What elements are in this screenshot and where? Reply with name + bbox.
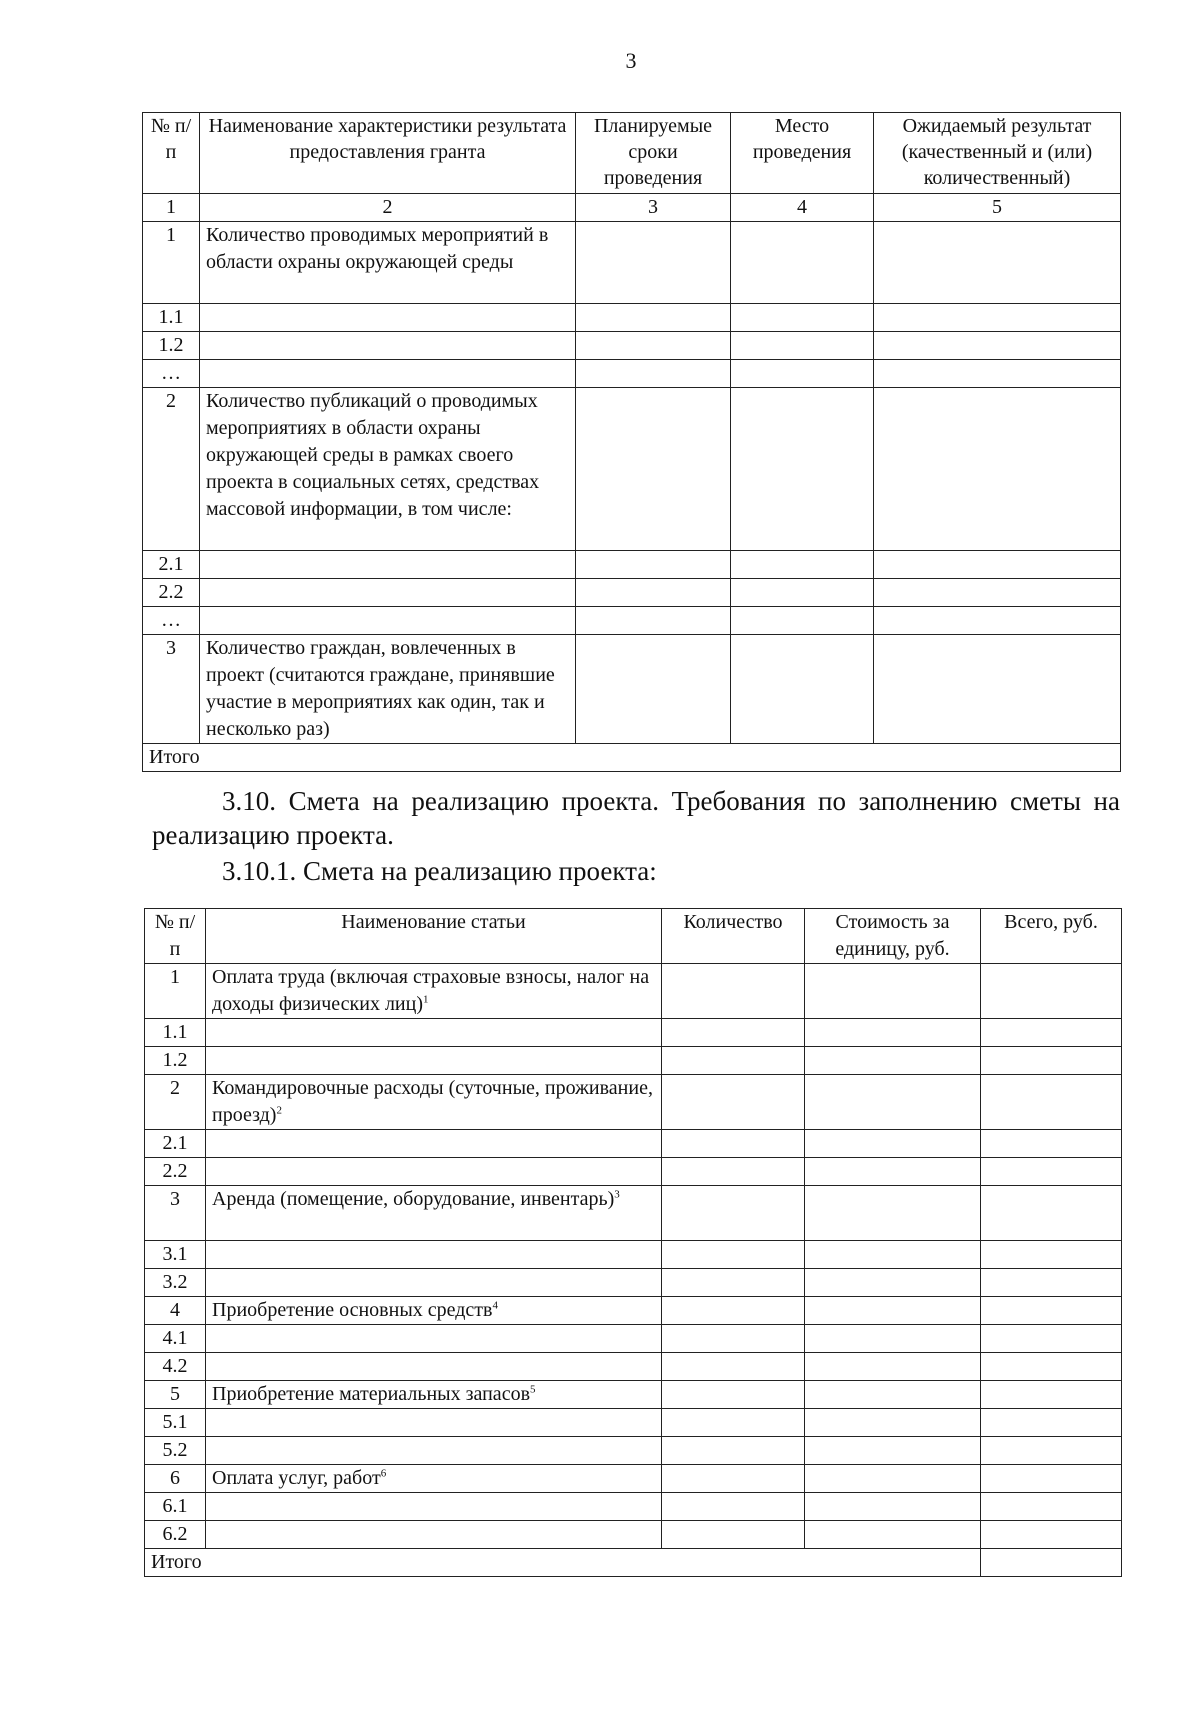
row-name xyxy=(200,332,576,360)
row-name xyxy=(206,1465,662,1493)
row-name xyxy=(200,360,576,388)
row-num: 4 xyxy=(145,1297,206,1325)
row-num: 1 xyxy=(145,964,206,1019)
empty-cell xyxy=(874,222,1121,304)
table-row xyxy=(145,1325,1122,1353)
row-num: 3 xyxy=(145,1186,206,1241)
row-name: Количество публикаций о проводимых мероприятиях в области охраны окружающей среды в рамках своего проекта в социальных сетях, средствах массовой информации, в том числе: xyxy=(200,388,576,551)
empty-cell xyxy=(662,1130,805,1158)
table-row xyxy=(145,1130,1122,1158)
empty-cell xyxy=(805,1381,981,1409)
header-quantity: Количество xyxy=(662,909,805,964)
table-row xyxy=(145,1019,1122,1047)
header-num: № п/п xyxy=(145,909,206,964)
footnote-marker: 3 xyxy=(614,1188,620,1201)
row-name xyxy=(206,1521,662,1549)
total-label: Итого xyxy=(145,1549,981,1577)
table-row xyxy=(145,1409,1122,1437)
footnote-marker: 1 xyxy=(423,993,429,1006)
empty-cell xyxy=(981,1493,1122,1521)
empty-cell xyxy=(981,1158,1122,1186)
empty-cell xyxy=(981,1130,1122,1158)
empty-cell xyxy=(662,1437,805,1465)
empty-cell xyxy=(662,1269,805,1297)
row-num: 1.2 xyxy=(143,332,200,360)
empty-cell xyxy=(805,1186,981,1241)
table-row xyxy=(143,607,1121,635)
footnote-marker: 6 xyxy=(380,1467,387,1480)
row-name xyxy=(200,579,576,607)
total-label: Итого xyxy=(143,744,1121,772)
empty-cell xyxy=(981,964,1122,1019)
empty-cell xyxy=(662,1047,805,1075)
table-row xyxy=(143,579,1121,607)
row-name xyxy=(206,1158,662,1186)
row-name xyxy=(206,1269,662,1297)
empty-cell xyxy=(805,1241,981,1269)
empty-cell xyxy=(981,1353,1122,1381)
header-num: № п/п xyxy=(143,113,200,194)
table-row xyxy=(143,360,1121,388)
empty-cell xyxy=(805,1019,981,1047)
row-name-text: Оплата труда (включая страховые взносы, налог на доходы физических лиц) xyxy=(212,966,650,1015)
empty-cell xyxy=(731,222,874,304)
empty-cell xyxy=(662,1353,805,1381)
empty-cell xyxy=(874,607,1121,635)
table-row xyxy=(143,551,1121,579)
row-name xyxy=(206,1493,662,1521)
empty-cell xyxy=(576,360,731,388)
empty-cell xyxy=(981,1409,1122,1437)
empty-cell xyxy=(981,1297,1122,1325)
empty-cell xyxy=(981,1047,1122,1075)
empty-cell xyxy=(662,1297,805,1325)
row-num: 3.1 xyxy=(145,1241,206,1269)
row-num: 5.2 xyxy=(145,1437,206,1465)
empty-cell xyxy=(805,1493,981,1521)
row-name: Количество граждан, вовлеченных в проект (считаются граждане, принявшие участие в мероприятиях как один, так и несколько раз) xyxy=(200,635,576,744)
row-name xyxy=(200,607,576,635)
empty-cell xyxy=(576,332,731,360)
row-num: 4.1 xyxy=(145,1325,206,1353)
row-num: 2 xyxy=(143,388,200,551)
empty-cell xyxy=(805,1409,981,1437)
row-num: 3.2 xyxy=(145,1269,206,1297)
empty-cell xyxy=(981,1549,1122,1577)
column-number: 4 xyxy=(731,194,874,222)
empty-cell xyxy=(981,1075,1122,1130)
section-3-10-1: 3.10.1. Смета на реализацию проекта: xyxy=(222,856,657,886)
footnote-marker: 5 xyxy=(530,1383,536,1396)
budget-body xyxy=(145,964,1122,1577)
row-name xyxy=(206,1437,662,1465)
table-row xyxy=(143,222,1121,304)
empty-cell xyxy=(805,1325,981,1353)
column-numbers-row xyxy=(143,194,1121,222)
row-name: Количество проводимых мероприятий в области охраны окружающей среды xyxy=(200,222,576,304)
empty-cell xyxy=(981,1269,1122,1297)
table-row xyxy=(145,1465,1122,1493)
empty-cell xyxy=(805,1353,981,1381)
row-num: 2.1 xyxy=(143,551,200,579)
empty-cell xyxy=(662,1075,805,1130)
table-row xyxy=(145,1437,1122,1465)
empty-cell xyxy=(981,1521,1122,1549)
empty-cell xyxy=(662,1409,805,1437)
header-unit-cost: Стоимость за единицу, руб. xyxy=(805,909,981,964)
total-row xyxy=(143,744,1121,772)
row-num: 4.2 xyxy=(145,1353,206,1381)
table-row xyxy=(145,1269,1122,1297)
empty-cell xyxy=(662,1158,805,1186)
table-row xyxy=(145,1297,1122,1325)
row-name xyxy=(206,1075,662,1130)
row-name xyxy=(200,551,576,579)
empty-cell xyxy=(576,304,731,332)
table-row xyxy=(145,1381,1122,1409)
empty-cell xyxy=(662,1381,805,1409)
row-name xyxy=(206,1186,662,1241)
empty-cell xyxy=(805,1130,981,1158)
empty-cell xyxy=(981,1325,1122,1353)
empty-cell xyxy=(805,964,981,1019)
header-characteristic: Наименование характеристики результата предоставления гранта xyxy=(200,113,576,194)
empty-cell xyxy=(662,1325,805,1353)
empty-cell xyxy=(731,607,874,635)
row-name xyxy=(206,964,662,1019)
row-num: … xyxy=(143,607,200,635)
row-name-text: Приобретение основных средств xyxy=(212,1299,493,1321)
row-num: … xyxy=(143,360,200,388)
table-row xyxy=(143,635,1121,744)
row-num: 1.2 xyxy=(145,1047,206,1075)
header-expected-result: Ожидаемый результат (качественный и (или) количественный) xyxy=(874,113,1121,194)
empty-cell xyxy=(874,635,1121,744)
empty-cell xyxy=(874,388,1121,551)
row-name xyxy=(206,1019,662,1047)
table-row xyxy=(145,1075,1122,1130)
column-number: 2 xyxy=(200,194,576,222)
footnote-marker: 2 xyxy=(276,1104,282,1117)
empty-cell xyxy=(874,360,1121,388)
row-num: 1 xyxy=(143,222,200,304)
empty-cell xyxy=(981,1465,1122,1493)
row-num: 6 xyxy=(145,1465,206,1493)
row-name xyxy=(206,1325,662,1353)
empty-cell xyxy=(662,964,805,1019)
empty-cell xyxy=(576,579,731,607)
budget-header-row xyxy=(145,909,1122,964)
row-name xyxy=(206,1130,662,1158)
results-header-row xyxy=(143,113,1121,194)
row-num: 3 xyxy=(143,635,200,744)
empty-cell xyxy=(731,635,874,744)
table-row xyxy=(145,1241,1122,1269)
empty-cell xyxy=(576,388,731,551)
row-name xyxy=(206,1381,662,1409)
empty-cell xyxy=(662,1186,805,1241)
row-num: 5 xyxy=(145,1381,206,1409)
row-num: 6.1 xyxy=(145,1493,206,1521)
empty-cell xyxy=(731,332,874,360)
row-num: 2.2 xyxy=(145,1158,206,1186)
table-row xyxy=(143,332,1121,360)
empty-cell xyxy=(662,1521,805,1549)
empty-cell xyxy=(805,1075,981,1130)
row-name xyxy=(200,304,576,332)
empty-cell xyxy=(731,304,874,332)
empty-cell xyxy=(662,1019,805,1047)
empty-cell xyxy=(805,1297,981,1325)
empty-cell xyxy=(731,551,874,579)
table-row xyxy=(145,1521,1122,1549)
row-name-text: Командировочные расходы (суточные, проживание, проезд) xyxy=(212,1077,653,1126)
row-name xyxy=(206,1409,662,1437)
empty-cell xyxy=(874,332,1121,360)
empty-cell xyxy=(981,1019,1122,1047)
page-number: 3 xyxy=(625,48,637,73)
empty-cell xyxy=(576,607,731,635)
row-name-text: Оплата услуг, работ xyxy=(212,1467,381,1489)
table-row xyxy=(145,1047,1122,1075)
total-row xyxy=(145,1549,1122,1577)
empty-cell xyxy=(805,1269,981,1297)
empty-cell xyxy=(662,1465,805,1493)
footnote-marker: 4 xyxy=(492,1299,498,1312)
empty-cell xyxy=(805,1465,981,1493)
table-row xyxy=(145,1186,1122,1241)
row-name xyxy=(206,1353,662,1381)
empty-cell xyxy=(874,551,1121,579)
header-total: Всего, руб. xyxy=(981,909,1122,964)
row-num: 2.2 xyxy=(143,579,200,607)
empty-cell xyxy=(731,360,874,388)
row-num: 2.1 xyxy=(145,1130,206,1158)
table-row xyxy=(145,1493,1122,1521)
empty-cell xyxy=(981,1241,1122,1269)
budget-table xyxy=(144,908,1122,1577)
empty-cell xyxy=(576,551,731,579)
empty-cell xyxy=(874,304,1121,332)
empty-cell xyxy=(731,579,874,607)
empty-cell xyxy=(874,579,1121,607)
row-num: 2 xyxy=(145,1075,206,1130)
section-3-10: 3.10. Смета на реализацию проекта. Требования по заполнению сметы на реализацию проекта. xyxy=(152,786,1120,850)
table-row xyxy=(145,1353,1122,1381)
empty-cell xyxy=(981,1381,1122,1409)
empty-cell xyxy=(576,222,731,304)
empty-cell xyxy=(731,388,874,551)
row-num: 1.1 xyxy=(143,304,200,332)
table-row xyxy=(145,1158,1122,1186)
row-name-text: Приобретение материальных запасов xyxy=(212,1383,531,1405)
table-row xyxy=(143,304,1121,332)
empty-cell xyxy=(981,1186,1122,1241)
row-name xyxy=(206,1047,662,1075)
empty-cell xyxy=(662,1493,805,1521)
column-number: 3 xyxy=(576,194,731,222)
row-num: 6.2 xyxy=(145,1521,206,1549)
header-place: Место проведения xyxy=(731,113,874,194)
row-num: 5.1 xyxy=(145,1409,206,1437)
empty-cell xyxy=(805,1047,981,1075)
results-table xyxy=(142,112,1121,772)
empty-cell xyxy=(981,1437,1122,1465)
column-number: 5 xyxy=(874,194,1121,222)
table-row xyxy=(143,388,1121,551)
header-item-name: Наименование статьи xyxy=(206,909,662,964)
header-planned-dates: Планируемые сроки проведения xyxy=(576,113,731,194)
row-name xyxy=(206,1241,662,1269)
empty-cell xyxy=(576,635,731,744)
row-name xyxy=(206,1297,662,1325)
column-number: 1 xyxy=(143,194,200,222)
empty-cell xyxy=(662,1241,805,1269)
empty-cell xyxy=(805,1437,981,1465)
table-row xyxy=(145,964,1122,1019)
row-num: 1.1 xyxy=(145,1019,206,1047)
empty-cell xyxy=(805,1521,981,1549)
row-name-text: Аренда (помещение, оборудование, инвентарь) xyxy=(212,1188,615,1210)
empty-cell xyxy=(805,1158,981,1186)
